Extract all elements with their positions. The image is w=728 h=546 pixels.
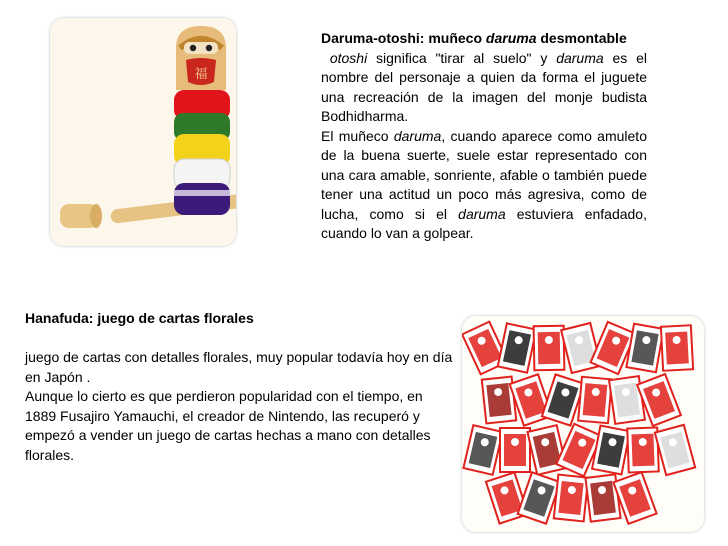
daruma-section	[321, 29, 647, 244]
daruma-title-italic: daruma	[485, 30, 537, 46]
daruma-term: daruma	[393, 127, 442, 144]
daruma-title-part: desmontable	[536, 30, 627, 46]
hanafuda-card	[500, 428, 530, 472]
colored-discs-stack	[174, 90, 230, 215]
hanafuda-card	[626, 324, 663, 373]
hanafuda-title: Hanafuda: juego de cartas florales	[25, 310, 254, 326]
daruma-p1-text: significa "tirar al suelo" y	[367, 49, 557, 66]
hanafuda-card	[627, 427, 659, 472]
daruma-title	[321, 29, 647, 49]
daruma-head-icon	[176, 26, 226, 90]
hanafuda-card	[578, 377, 612, 423]
daruma-paragraph-2	[321, 127, 647, 244]
daruma-paragraph-1	[321, 49, 647, 127]
otoshi-term: otoshi	[329, 49, 368, 66]
hanafuda-card	[661, 325, 693, 371]
hanafuda-paragraph-2: Aunque lo cierto es que perdieron popularidad con el tiempo, en 1889 Fusajiro Yamauchi, el creador de Nintendo, las recuperó y empezó a vender un juego de cartas hechas a mano con detalles florales.	[25, 388, 431, 463]
daruma-otoshi-photo	[50, 18, 236, 246]
daruma-p2-text: , cuando aparece como amuleto de la buena suerte, suele estar representado con una cara amable, sonriente, afable o también puede tener una actitud un poco más agresiva, como de lucha, como si el	[321, 127, 647, 222]
daruma-term: daruma	[458, 205, 506, 222]
spacer	[25, 329, 455, 349]
daruma-p2-text: estuviera enfadado, cuando lo van a golpear.	[321, 205, 647, 241]
hanafuda-card	[554, 475, 588, 522]
daruma-p2-text: El muñeco	[321, 127, 394, 144]
daruma-otoshi-illustration	[50, 18, 236, 246]
hanafuda-section	[25, 309, 455, 465]
hanafuda-cards-photo	[462, 316, 704, 532]
svg-text:福: 福	[194, 67, 208, 82]
daruma-p1-text: es el nombre del personaje a quien da forma el juguete una recreación de la imagen del monje budista Bodhidharma.	[321, 49, 648, 124]
hanafuda-cards-illustration	[462, 316, 704, 532]
daruma-term: daruma	[556, 49, 604, 66]
hanafuda-paragraph-1: juego de cartas con detalles florales, muy popular todavía hoy en día en Japón .	[25, 349, 453, 385]
hanafuda-card	[534, 326, 565, 371]
daruma-title-part: Daruma-otoshi: muñeco	[321, 30, 486, 46]
